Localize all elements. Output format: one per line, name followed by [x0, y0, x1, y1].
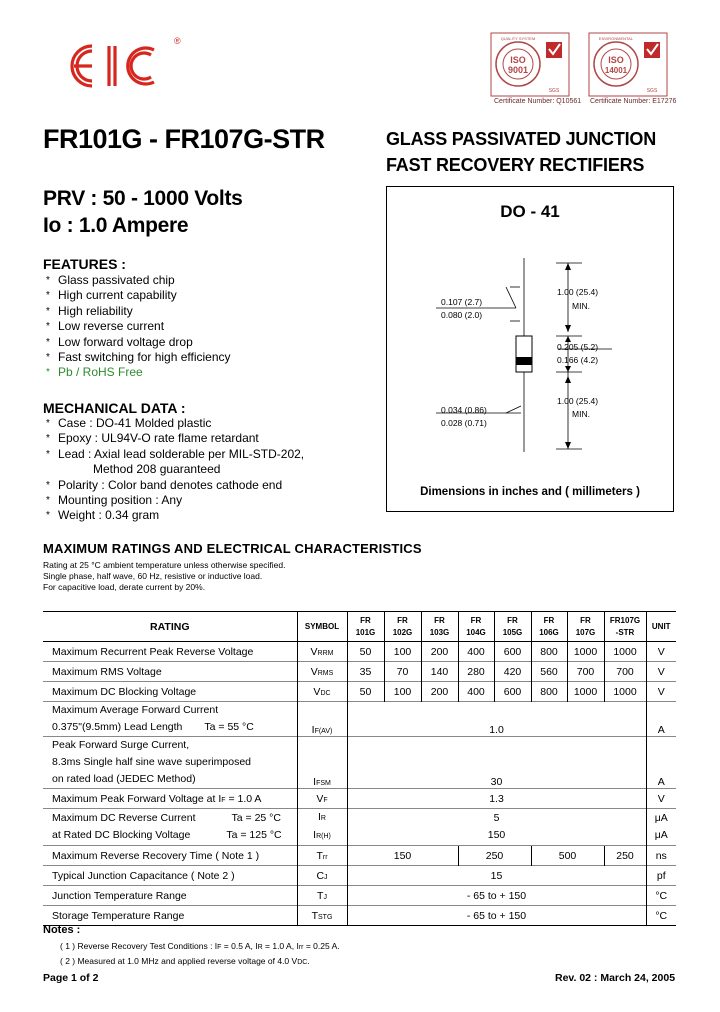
dim-min-bottom: MIN.	[572, 409, 590, 419]
row-ir: Maximum DC Reverse Current Ta = 25 °C at Rated DC Blocking Voltage Ta = 125 °C IR IR(H) 5 150 μA μA	[43, 809, 676, 846]
row-ifsm: Peak Forward Surge Current, 8.3ms Single half sine wave superimposed on rated load (JEDEC Method) IFSM 30 A	[43, 737, 676, 789]
prv-spec: PRV : 50 - 1000 Volts	[43, 187, 243, 210]
feature-item: * Glass passivated chip	[43, 273, 231, 288]
mechanical-list	[43, 416, 304, 524]
mech-item: * Polarity : Color band denotes cathode end	[43, 478, 304, 493]
feature-item-rohs: * Pb / RoHS Free	[43, 365, 231, 380]
col-part: FR 106G	[531, 612, 567, 642]
col-unit: UNIT	[646, 612, 676, 642]
dim-lead-length-top: 1.00 (25.4)	[557, 287, 599, 297]
row-vdc: Maximum DC Blocking Voltage VDC 50 100 200 400 600 800 1000 1000 V	[43, 682, 676, 702]
dim-lead-dia-max: 0.034 (0.86)	[441, 405, 487, 415]
row-cj: Typical Junction Capacitance ( Note 2 ) CJ 15 pf	[43, 866, 676, 886]
cert1-ring: QUALITY SYSTEM	[500, 36, 536, 41]
iso14001-badge-icon	[588, 32, 668, 97]
note-2: ( 2 ) Measured at 1.0 MHz and applied reverse voltage of 4.0 VDC.	[60, 956, 310, 966]
row-vf: Maximum Peak Forward Voltage at IF = 1.0 A VF 1.3 V	[43, 789, 676, 809]
col-part: FR 101G	[347, 612, 384, 642]
package-name: DO - 41	[500, 202, 560, 221]
col-symbol: SYMBOL	[297, 612, 347, 642]
row-ifav: Maximum Average Forward Current 0.375"(9.5mm) Lead Length Ta = 55 °C IF(AV) 1.0 A	[43, 702, 676, 737]
mech-item: * Epoxy : UL94V-O rate flame retardant	[43, 431, 304, 446]
cert2-caption: Certificate Number: E17276	[590, 98, 677, 105]
row-tj: Junction Temperature Range TJ - 65 to + 150 °C	[43, 886, 676, 906]
dimension-caption: Dimensions in inches and ( millimeters )	[420, 486, 640, 498]
row-trr: Maximum Reverse Recovery Time ( Note 1 ) Trr 150 250 500 250 ns	[43, 846, 676, 866]
notes-heading: Notes :	[43, 924, 81, 936]
features-heading: FEATURES :	[43, 256, 126, 272]
dim-body-length-min: 0.166 (4.2)	[557, 355, 599, 365]
note-1: ( 1 ) Reverse Recovery Test Conditions : IF = 0.5 A, IR = 1.0 A, Irr = 0.25 A.	[60, 941, 340, 951]
registered-mark: ®	[174, 36, 181, 46]
dim-lead-dia-min: 0.028 (0.71)	[441, 418, 487, 428]
condition-line: For capacitive load, derate current by 20%.	[43, 582, 206, 592]
do41-outline-drawing	[386, 186, 674, 512]
feature-item: * Low reverse current	[43, 319, 231, 334]
row-tstg: Storage Temperature Range TSTG - 65 to + 150 °C	[43, 906, 676, 926]
dim-lead-length-bottom: 1.00 (25.4)	[557, 396, 599, 406]
page-number: Page 1 of 2	[43, 972, 99, 984]
io-spec: Io : 1.0 Ampere	[43, 214, 189, 237]
features-list	[43, 273, 231, 381]
col-part: FR 103G	[421, 612, 458, 642]
col-part: FR 102G	[384, 612, 421, 642]
part-title: FR101G - FR107G-STR	[43, 124, 325, 154]
cert2-ring: ENVIRONMENTAL	[598, 36, 634, 41]
subtitle-line2: FAST RECOVERY RECTIFIERS	[386, 155, 645, 175]
cert1-caption: Certificate Number: Q10561	[494, 98, 582, 105]
condition-line: Single phase, half wave, 60 Hz, resistive or inductive load.	[43, 571, 263, 581]
feature-item: * High current capability	[43, 288, 231, 303]
ratings-table	[43, 611, 676, 926]
row-vrms: Maximum RMS Voltage VRMS 35 70 140 280 420 560 700 700 V	[43, 662, 676, 682]
condition-line: Rating at 25 °C ambient temperature unless otherwise specified.	[43, 560, 286, 570]
mechanical-heading: MECHANICAL DATA :	[43, 400, 186, 416]
dim-min-top: MIN.	[572, 301, 590, 311]
mech-item: * Lead : Axial lead solderable per MIL-STD-202,	[43, 447, 304, 462]
dim-body-length-max: 0.205 (5.2)	[557, 342, 599, 352]
cert1-num: 9001	[507, 65, 529, 75]
iso9001-badge-icon	[490, 32, 570, 97]
eic-logo	[62, 36, 182, 96]
revision: Rev. 02 : March 24, 2005	[555, 972, 676, 984]
ratings-heading: MAXIMUM RATINGS AND ELECTRICAL CHARACTERISTICS	[43, 541, 422, 556]
col-rating: RATING	[43, 612, 297, 642]
cert2-body: SGS	[646, 88, 658, 94]
cert1-body: SGS	[548, 88, 560, 94]
cert2-std: ISO	[608, 55, 624, 65]
feature-item: * Fast switching for high efficiency	[43, 350, 231, 365]
row-vrrm: Maximum Recurrent Peak Reverse Voltage VRRM 50 100 200 400 600 800 1000 1000 V	[43, 642, 676, 662]
cert2-num: 14001	[604, 66, 628, 75]
col-part: FR 105G	[494, 612, 531, 642]
dim-body-width-min: 0.080 (2.0)	[441, 310, 483, 320]
cert1-std: ISO	[510, 55, 526, 65]
col-part: FR 104G	[458, 612, 494, 642]
col-part: FR 107G	[567, 612, 604, 642]
mech-item: * Weight : 0.34 gram	[43, 508, 304, 523]
feature-item: * Low forward voltage drop	[43, 335, 231, 350]
mech-item: * Mounting position : Any	[43, 493, 304, 508]
mech-item: * Case : DO-41 Molded plastic	[43, 416, 304, 431]
feature-item: * High reliability	[43, 304, 231, 319]
subtitle-line1: GLASS PASSIVATED JUNCTION	[386, 129, 657, 149]
dim-body-width-max: 0.107 (2.7)	[441, 297, 483, 307]
mech-item-cont: Method 208 guaranteed	[93, 462, 221, 477]
col-part: FR107G -STR	[604, 612, 646, 642]
